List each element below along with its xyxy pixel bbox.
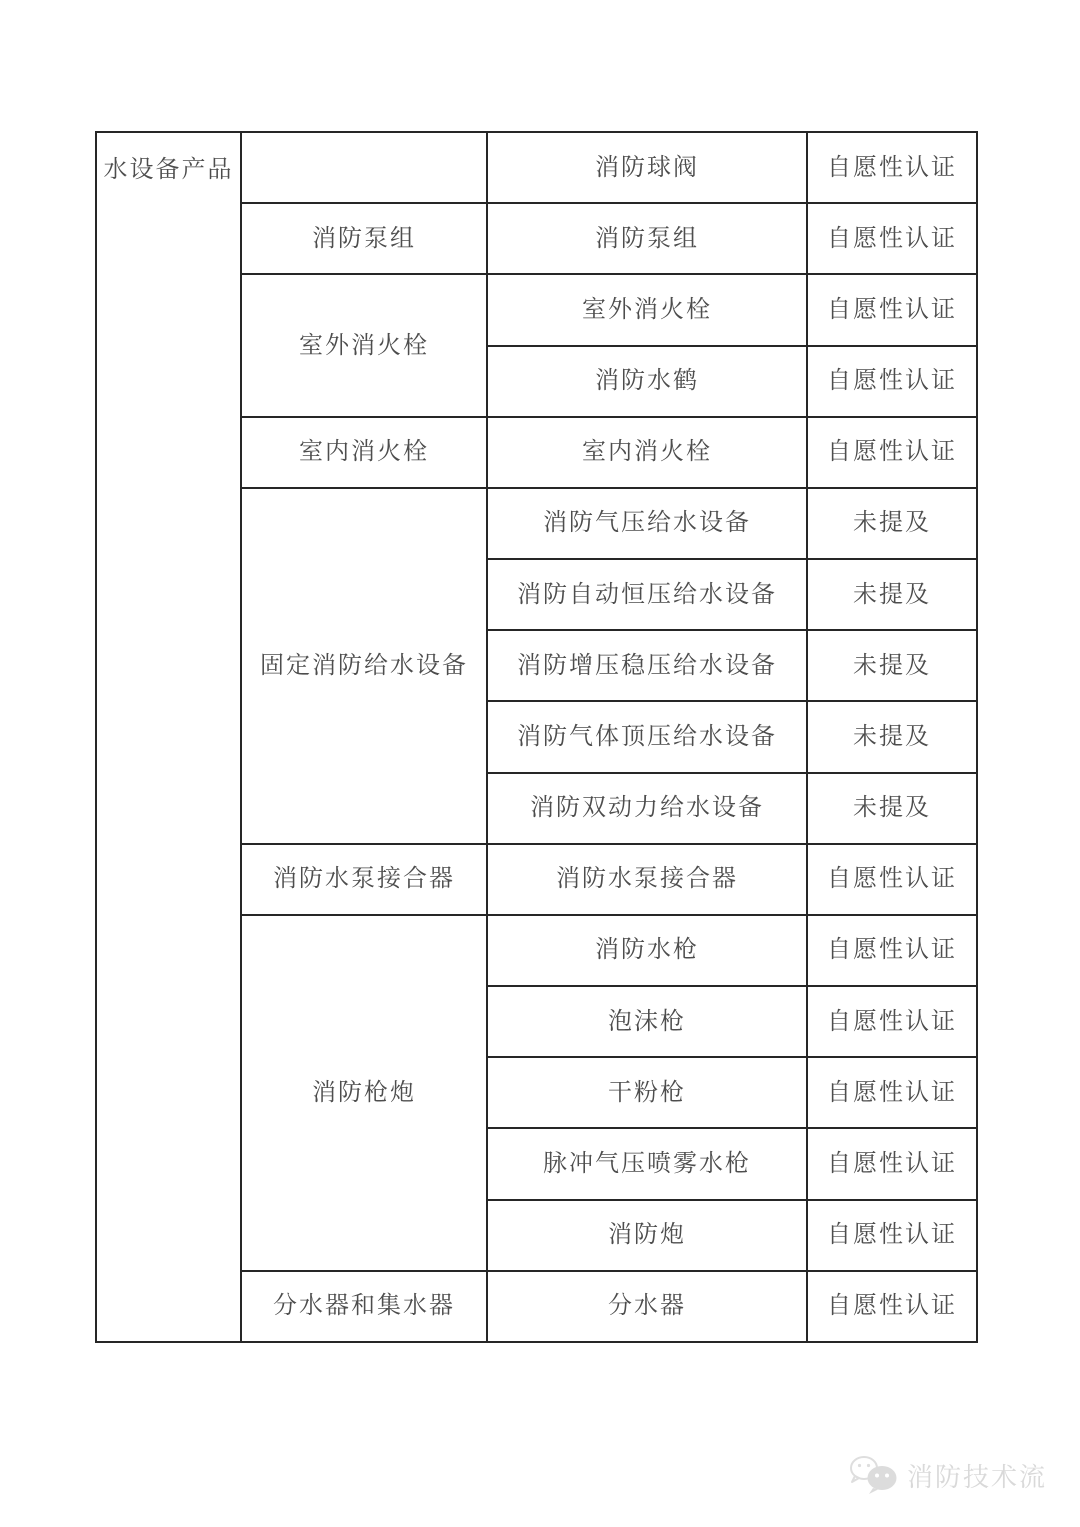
product-cell: 室外消火栓 (487, 274, 807, 345)
status-cell: 自愿性认证 (807, 844, 977, 915)
wechat-icon (849, 1455, 901, 1495)
status-cell: 自愿性认证 (807, 274, 977, 345)
status-cell: 自愿性认证 (807, 1200, 977, 1271)
status-cell: 自愿性认证 (807, 986, 977, 1057)
product-cell: 消防水泵接合器 (487, 844, 807, 915)
status-cell: 自愿性认证 (807, 203, 977, 274)
product-cell: 消防球阀 (487, 132, 807, 203)
watermark-text: 消防技术流 (906, 1461, 1047, 1492)
status-cell: 自愿性认证 (807, 1057, 977, 1128)
product-cell: 消防炮 (487, 1200, 807, 1271)
status-cell: 未提及 (807, 630, 977, 701)
certification-table (95, 131, 978, 1343)
status-cell: 自愿性认证 (807, 915, 977, 986)
watermark (849, 1455, 1047, 1495)
product-cell: 脉冲气压喷雾水枪 (487, 1128, 807, 1199)
product-cell: 消防自动恒压给水设备 (487, 559, 807, 630)
product-cell: 消防气压给水设备 (487, 488, 807, 559)
status-cell: 未提及 (807, 701, 977, 772)
product-cell: 消防水鹤 (487, 346, 807, 417)
status-cell: 未提及 (807, 559, 977, 630)
status-cell: 自愿性认证 (807, 417, 977, 488)
category-cell: 消防泵组 (241, 203, 487, 274)
category-cell: 消防枪炮 (241, 915, 487, 1271)
status-cell: 自愿性认证 (807, 1128, 977, 1199)
status-cell: 自愿性认证 (807, 346, 977, 417)
product-cell: 消防双动力给水设备 (487, 773, 807, 844)
category-cell: 固定消防给水设备 (241, 488, 487, 844)
category-cell: 消防水泵接合器 (241, 844, 487, 915)
product-cell: 分水器 (487, 1271, 807, 1342)
category-cell: 室内消火栓 (241, 417, 487, 488)
product-cell: 消防泵组 (487, 203, 807, 274)
group-cell: 水设备产品 (96, 132, 241, 1342)
product-cell: 室内消火栓 (487, 417, 807, 488)
category-cell: 室外消火栓 (241, 274, 487, 416)
product-cell: 消防气体顶压给水设备 (487, 701, 807, 772)
table-row (96, 132, 977, 203)
product-cell: 泡沫枪 (487, 986, 807, 1057)
status-cell: 未提及 (807, 773, 977, 844)
product-cell: 干粉枪 (487, 1057, 807, 1128)
category-cell: 分水器和集水器 (241, 1271, 487, 1342)
status-cell: 未提及 (807, 488, 977, 559)
status-cell: 自愿性认证 (807, 1271, 977, 1342)
status-cell: 自愿性认证 (807, 132, 977, 203)
product-cell: 消防水枪 (487, 915, 807, 986)
category-cell (241, 132, 487, 203)
product-cell: 消防增压稳压给水设备 (487, 630, 807, 701)
